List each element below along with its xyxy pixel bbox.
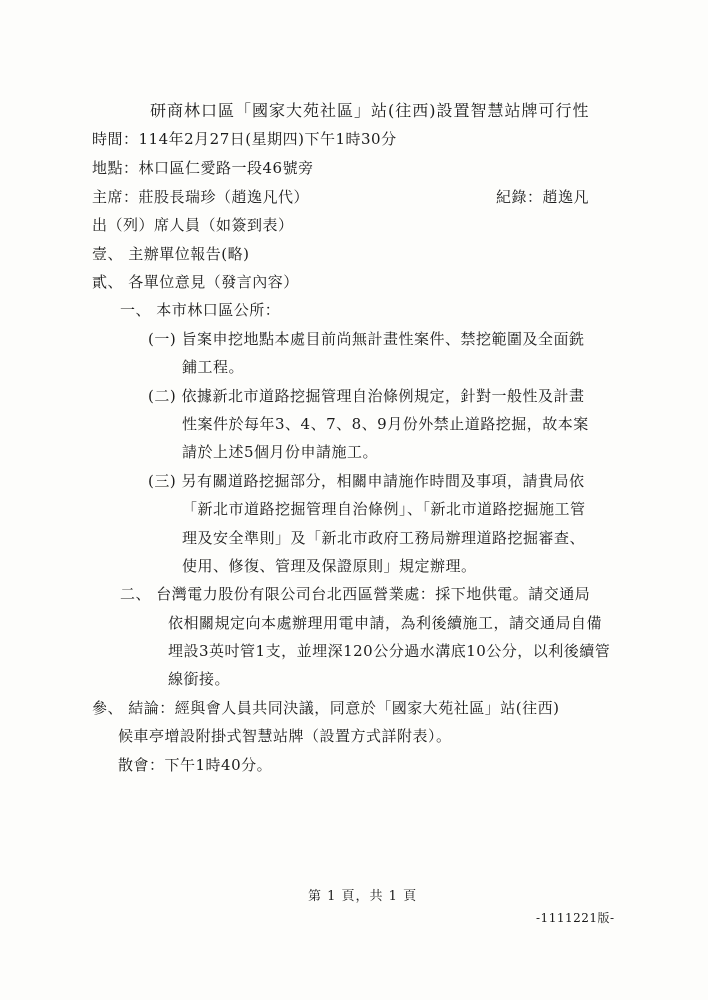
opinion-a3-line4: 使用、修復、管理及保證原則」規定辦理。 — [182, 557, 477, 575]
opinion-b-line2: 依相關規定向本處辦理用電申請，為利後續施工，請交通局自備 — [168, 614, 603, 632]
page-number: 第 1 頁，共 1 頁 — [308, 889, 418, 904]
meeting-time: 時間：114年2月27日(星期四)下午1時30分 — [92, 130, 397, 148]
meeting-recorder: 紀錄：趙逸凡 — [496, 188, 590, 206]
meeting-chair: 主席：莊股長瑞珍（趙逸凡代） — [92, 188, 310, 206]
section-two: 貳、 各單位意見（發言內容） — [92, 273, 299, 291]
opinion-b-line1: 二、 台灣電力股份有限公司台北西區營業處：採下地供電。請交通局 — [120, 585, 591, 603]
opinion-a3-line2: 「新北市道路挖掘管理自治條例」、「新北市道路挖掘施工管 — [182, 500, 586, 518]
opinion-a3-line3: 理及安全準則」及「新北市政府工務局辦理道路挖掘審查、 — [182, 529, 586, 547]
conclusion-line1: 參、 結論：經與會人員共同決議，同意於「國家大苑社區」站(往西) — [92, 699, 560, 717]
opinion-a2-line3: 請於上述5個月份申請施工。 — [182, 443, 379, 461]
conclusion-line2: 候車亭增設附掛式智慧站牌（設置方式詳附表）。 — [118, 727, 452, 745]
section-one: 壹、 主辦單位報告(略) — [92, 245, 250, 263]
opinion-a3-line1: (三) 另有關道路挖掘部分，相關申請施作時間及事項，請貴局依 — [148, 472, 585, 490]
opinion-b-line4: 線銜接。 — [168, 670, 231, 688]
opinion-a1-line1: (一) 旨案申挖地點本處目前尚無計畫性案件、禁挖範圍及全面銑 — [148, 330, 585, 348]
opinion-a2-line2: 性案件於每年3、4、7、8、9月份外禁止道路挖掘，故本案 — [182, 415, 589, 433]
opinion-b-line3: 埋設3英吋管1支，並埋深120公分過水溝底10公分，以利後續管 — [168, 642, 611, 660]
meeting-place: 地點：林口區仁愛路一段46號旁 — [92, 159, 314, 177]
opinion-a1-line2: 鋪工程。 — [182, 358, 245, 376]
adjournment: 散會：下午1時40分。 — [118, 756, 273, 774]
opinion-a-heading: 一、 本市林口區公所： — [120, 301, 281, 319]
version-label: -1111221版- — [536, 911, 615, 925]
opinion-a2-line1: (二) 依據新北市道路挖掘管理自治條例規定，針對一般性及計畫 — [148, 387, 585, 405]
meeting-attendees: 出（列）席人員（如簽到表） — [92, 216, 294, 234]
document-title: 研商林口區「國家大苑社區」站(往西)設置智慧站牌可行性 — [150, 101, 590, 120]
